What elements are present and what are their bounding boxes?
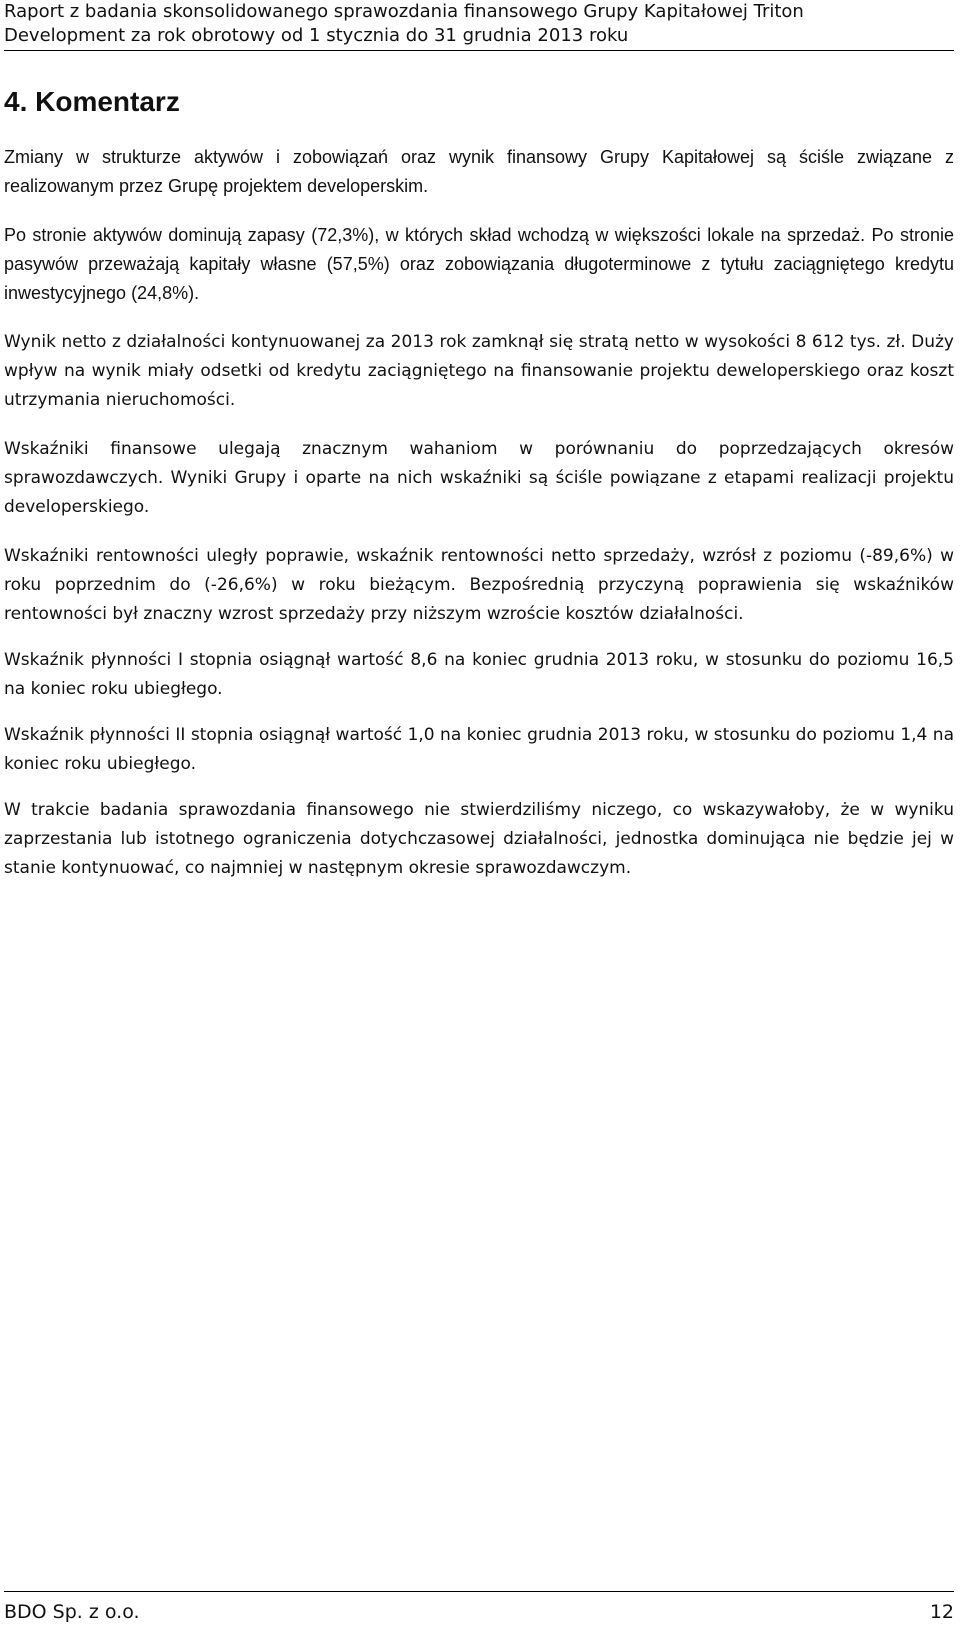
paragraph-net-result: Wynik netto z działalności kontynuowanej za 2013 rok zamknął się stratą netto w wysokości 8 612 tys. zł. Duży wpływ na wynik miały odsetki od kredytu zaciągniętego na finansowanie projektu deweloperskiego oraz koszt utrzymania nieruchomości. bbox=[4, 332, 954, 410]
page-header bbox=[4, 0, 954, 51]
footer-company-name: BDO Sp. z o.o. bbox=[4, 1601, 140, 1623]
commentary-body bbox=[4, 143, 954, 883]
paragraph-financial-ratios: Wskaźniki finansowe ulegają znacznym wahaniom w porównaniu do poprzedzających okresów sprawozdawczych. Wyniki Grupy i oparte na nich wskaźniki są ściśle powiązane z etapami realizacji projektu developerskiego. bbox=[4, 439, 954, 517]
header-title-line-2: Development za rok obrotowy od 1 stycznia do 31 grudnia 2013 roku bbox=[4, 25, 629, 46]
paragraph-going-concern: W trakcie badania sprawozdania finansowego nie stwierdziliśmy niczego, co wskazywałoby, że w wyniku zaprzestania lub istotnego ograniczenia dotychczasowej działalności, jednostka dominująca nie będzie jej w stanie kontynuować, co najmniej w następnym okresie sprawozdawczym. bbox=[4, 800, 954, 878]
paragraph-assets-liabilities: Po stronie aktywów dominują zapasy (72,3%), w których skład wchodzą w większości lokale na sprzedaż. Po stronie pasywów przeważają kapitały własne (57,5%) oraz zobowiązania długoterminowe z tytułu zaciągniętego kredytu inwestycyjnego (24,8%). bbox=[4, 225, 954, 303]
section-heading: 4. Komentarz bbox=[4, 86, 180, 117]
header-title-line-1: Raport z badania skonsolidowanego sprawozdania finansowego Grupy Kapitałowej Triton bbox=[4, 1, 804, 22]
paragraph-liquidity-2: Wskaźnik płynności II stopnia osiągnął wartość 1,0 na koniec grudnia 2013 roku, w stosunku do poziomu 1,4 na koniec roku ubiegłego. bbox=[4, 725, 954, 774]
footer-page-number: 12 bbox=[929, 1601, 954, 1623]
paragraph-structure-intro: Zmiany w strukturze aktywów i zobowiązań oraz wynik finansowy Grupy Kapitałowej są ściśle związane z realizowanym przez Grupę projektem developerskim. bbox=[4, 147, 954, 196]
page-footer bbox=[4, 1591, 954, 1632]
paragraph-liquidity-1: Wskaźnik płynności I stopnia osiągnął wartość 8,6 na koniec grudnia 2013 roku, w stosunku do poziomu 16,5 na koniec roku ubiegłego. bbox=[4, 650, 954, 699]
paragraph-profitability: Wskaźniki rentowności uległy poprawie, wskaźnik rentowności netto sprzedaży, wzrósł z poziomu (-89,6%) w roku poprzednim do (-26,6%) w roku bieżącym. Bezpośrednią przyczyną poprawienia się wskaźników rentowności był znaczny wzrost sprzedaży przy niższym wzroście kosztów działalności. bbox=[4, 546, 954, 624]
